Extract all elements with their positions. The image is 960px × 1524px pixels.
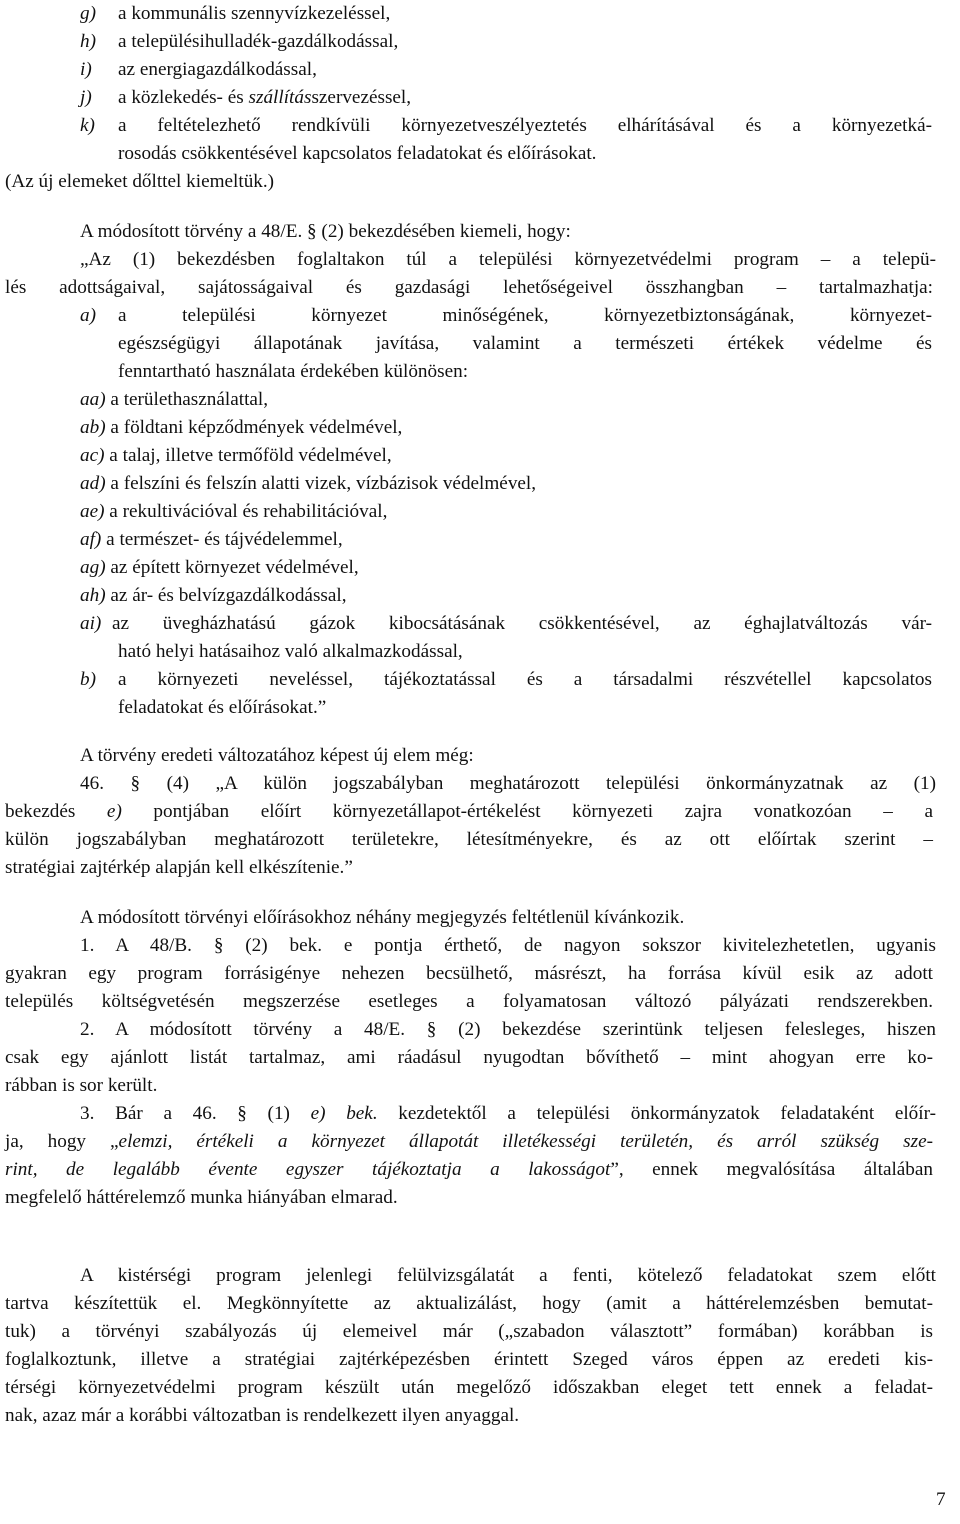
list-item-g: g) a kommunális szennyvízkezeléssel, xyxy=(80,3,391,24)
remark3-line4: megfelelő háttérelemző munka hiányában elmarad. xyxy=(5,1187,398,1208)
final-line1: A kistérségi program jelenlegi felülvizsgálatát a fenti, kötelező feladatokat szem előtt xyxy=(80,1265,936,1286)
sub-item-ai-label: ai) xyxy=(80,613,102,634)
list-label: ae) xyxy=(80,501,105,522)
list-label: af) xyxy=(80,529,102,550)
sub-item-ac: ac) a talaj, illetve termőföld védelmével, xyxy=(80,445,392,466)
list-label: g) xyxy=(80,3,96,24)
list-item-j: j) a közlekedés- és szállításszervezéssel, xyxy=(80,87,412,108)
remark3-line3: rint, de legalább évente egyszer tájékoztatja a lakosságot”, ennek megvalósítása általában xyxy=(5,1159,934,1180)
p46-line2: bekezdés e) pontjában előírt környezetállapot-értékelést környezeti zajra vonatkozóan – a xyxy=(5,801,933,822)
quote-line-2: lés adottságaival, sajátosságaival és gazdasági lehetőségeivel összhangban – tartalmazhatja: xyxy=(5,277,933,298)
list-label: k) xyxy=(80,115,95,136)
list-label: ag) xyxy=(80,557,106,578)
remark1-line1: 1. A 48/B. § (2) bek. e pontja érthető, de nagyon sokszor kivitelezhetetlen, ugyanis xyxy=(80,935,936,956)
list-item-h: h) a településihulladék-gazdálkodással, xyxy=(80,31,399,52)
sub-item-ab: ab) a földtani képződmények védelmével, xyxy=(80,417,403,438)
list-label: aa) xyxy=(80,389,106,410)
sub-item-ai-line2: ható helyi hatásaihoz való alkalmazkodással, xyxy=(118,641,463,662)
item-b-line2: feladatokat és előírásokat.” xyxy=(118,697,327,718)
list-item-k-line1: a feltételezhető rendkívüli környezetveszélyeztetés elhárításával és a környezetká- xyxy=(118,115,932,136)
remark3-line1: 3. Bár a 46. § (1) e) bek. kezdetektől a települési önkormányzatok feladataként előír- xyxy=(80,1103,936,1124)
sub-item-af: af) a természet- és tájvédelemmel, xyxy=(80,529,343,550)
sub-item-aa: aa) a területhasználattal, xyxy=(80,389,269,410)
final-line3: tuk) a törvényi szabályozás új elemeivel már („szabadon választott” formában) korábban is xyxy=(5,1321,933,1342)
final-line2: tartva készítettük el. Megkönnyítette az aktualizálást, hogy (amit a háttérelemzésben bemutat- xyxy=(5,1293,933,1314)
item-b-line1: a környezeti neveléssel, tájékoztatással és a társadalmi részvétellel kapcsolatos xyxy=(118,669,932,690)
sub-item-ae: ae) a rekultivációval és rehabilitációval, xyxy=(80,501,388,522)
item-a-line3: fenntartható használata érdekében különösen: xyxy=(118,361,469,382)
remark1-line2: gyakran egy program forrásigénye nehezen becsülhető, másrészt, ha forrása kívül esik az adott xyxy=(5,963,933,984)
final-line4: foglalkoztunk, illetve a stratégiai zajtérképezésben érintett Szeged város éppen az eredeti kis- xyxy=(5,1349,933,1370)
item-a-line2: egészségügyi állapotának javítása, valamint a természeti értékek védelme és xyxy=(118,333,932,354)
remark2-line3: rábban is sor került. xyxy=(5,1075,158,1096)
list-item-k-line2: rosodás csökkentésével kapcsolatos feladatokat és előírásokat. xyxy=(118,143,597,164)
list-label: ac) xyxy=(80,445,105,466)
page-number: 7 xyxy=(936,1489,946,1510)
p46-line3: külön jogszabályban meghatározott területekre, létesítményekre, és az ott előírtak szerint – xyxy=(5,829,933,850)
sub-item-ag: ag) az épített környezet védelmével, xyxy=(80,557,359,578)
item-b-label: b) xyxy=(80,669,96,690)
final-line6: nak, azaz már a korábbi változatban is rendelkezett ilyen anyaggal. xyxy=(5,1405,520,1426)
remark2-line1: 2. A módosított törvény a 48/E. § (2) bekezdése szerintünk teljesen felesleges, hiszen xyxy=(80,1019,936,1040)
list-label: h) xyxy=(80,31,96,52)
item-a-label: a) xyxy=(80,305,96,326)
remarks-intro: A módosított törvényi előírásokhoz néhány megjegyzés feltétlenül kívánkozik. xyxy=(80,907,685,928)
intro-48e: A módosított törvény a 48/E. § (2) bekezdésében kiemeli, hogy: xyxy=(80,221,571,242)
list-label: ad) xyxy=(80,473,106,494)
quote-line-1: „Az (1) bekezdésben foglaltakon túl a települési környezetvédelmi program – a telepü- xyxy=(80,249,936,270)
remark1-line3: település költségvetésén megszerzése esetleges a folyamatosan változó pályázati rendszerekben. xyxy=(5,991,933,1012)
sub-item-ah: ah) az ár- és belvízgazdálkodással, xyxy=(80,585,347,606)
remark2-line2: csak egy ajánlott listát tartalmaz, ami ráadásul nyugodtan bővíthető – mint ahogyan erre ko- xyxy=(5,1047,933,1068)
p46-line1: 46. § (4) „A külön jogszabályban meghatározott települési önkormányzatnak az (1) xyxy=(80,773,936,794)
note-italic: (Az új elemeket dőlttel kiemeltük.) xyxy=(5,171,275,192)
item-a-line1: a települési környezet minőségének, környezetbiztonságának, környezet- xyxy=(118,305,932,326)
list-label: ah) xyxy=(80,585,106,606)
p46-line4: stratégiai zajtérkép alapján kell elkészítenie.” xyxy=(5,857,353,878)
sub-item-ai-line1: az üvegházhatású gázok kibocsátásának csökkentésével, az éghajlatváltozás vár- xyxy=(112,613,932,634)
list-label: i) xyxy=(80,59,92,80)
remark3-line2: ja, hogy „elemzi, értékeli a környezet állapotát illetékességi területén, és arról szükség sze- xyxy=(5,1131,933,1152)
sub-item-ad: ad) a felszíni és felszín alatti vizek, vízbázisok védelmével, xyxy=(80,473,537,494)
list-item-i: i) az energiagazdálkodással, xyxy=(80,59,317,80)
new-element-intro: A törvény eredeti változatához képest új elem még: xyxy=(80,745,474,766)
final-line5: térségi környezetvédelmi program készült után megelőző időszakban eleget tett ennek a feladat- xyxy=(5,1377,933,1398)
list-label: j) xyxy=(80,87,92,108)
list-label: ab) xyxy=(80,417,106,438)
